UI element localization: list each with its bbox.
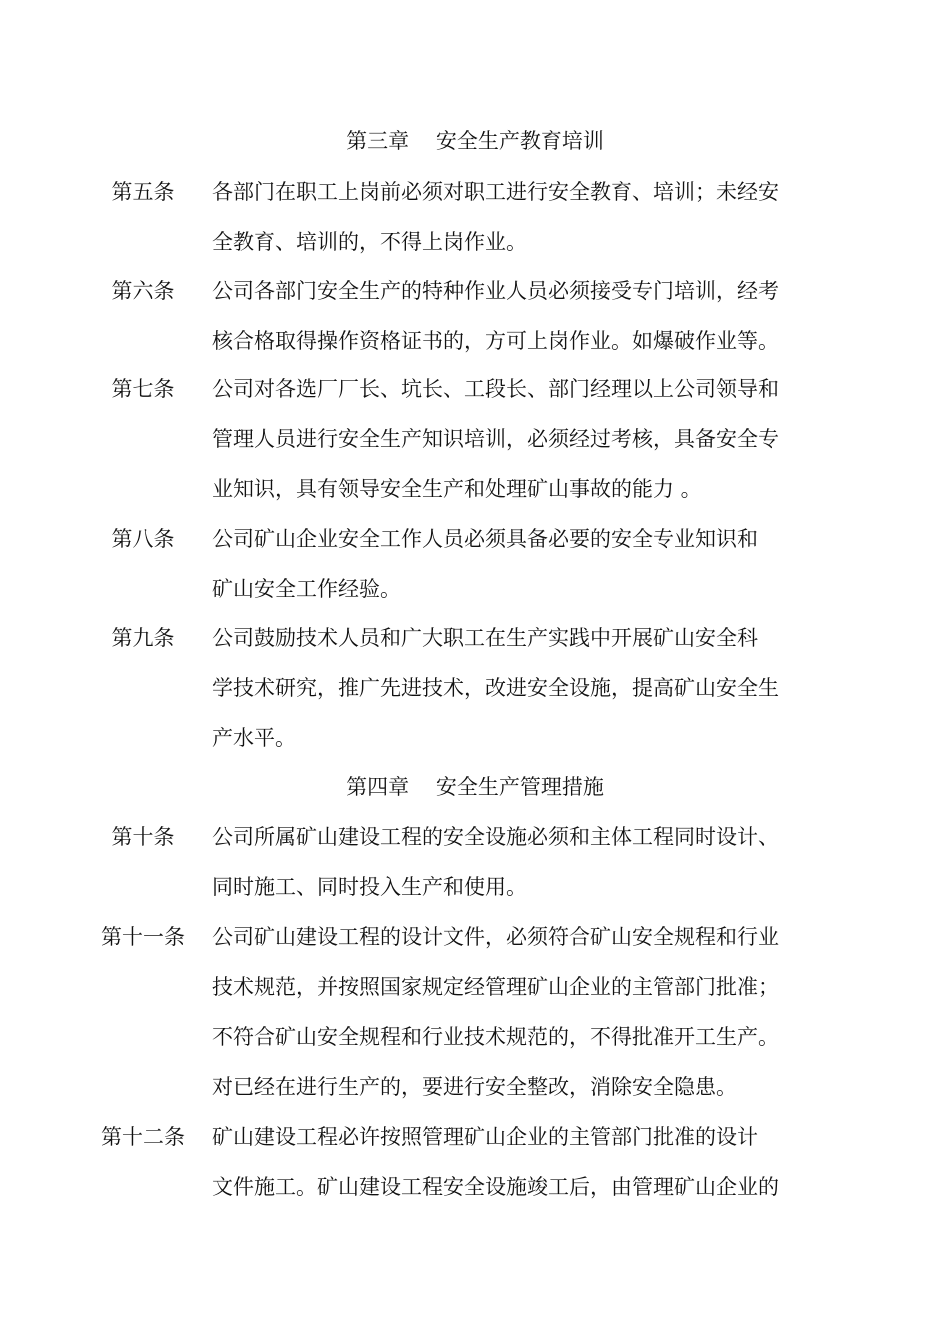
- article-number: 第八条: [111, 527, 175, 551]
- chapter-heading: 第三章 安全生产教育培训: [346, 129, 604, 153]
- article-number: 第十一条: [101, 925, 185, 949]
- article-text-line: 学技术研究，推广先进技术，改进安全设施，提高矿山安全生: [212, 676, 779, 700]
- article-text-line: 对已经在进行生产的，要进行安全整改，消除安全隐患。: [212, 1075, 737, 1099]
- article-number: 第五条: [111, 180, 175, 204]
- article-text-line: 业知识，具有领导安全生产和处理矿山事故的能力 。: [212, 477, 702, 501]
- article-number: 第六条: [111, 279, 175, 303]
- article-number: 第十条: [111, 825, 175, 849]
- article-text-line: 核合格取得操作资格证书的，方可上岗作业。如爆破作业等。: [212, 329, 779, 353]
- article-text-line: 矿山安全工作经验。: [212, 577, 401, 601]
- article-text-line: 公司各部门安全生产的特种作业人员必须接受专门培训，经考: [212, 279, 779, 303]
- article-text-line: 同时施工、同时投入生产和使用。: [212, 875, 527, 899]
- article-number: 第九条: [111, 626, 175, 650]
- article-text-line: 不符合矿山安全规程和行业技术规范的，不得批准开工生产。: [212, 1025, 779, 1049]
- article-text-line: 各部门在职工上岗前必须对职工进行安全教育、培训；未经安: [212, 180, 779, 204]
- article-number: 第十二条: [101, 1125, 185, 1149]
- article-text-line: 公司所属矿山建设工程的安全设施必须和主体工程同时设计、: [212, 825, 779, 849]
- article-text-line: 全教育、培训的，不得上岗作业。: [212, 230, 527, 254]
- article-text-line: 公司矿山企业安全工作人员必须具备必要的安全专业知识和: [212, 527, 758, 551]
- article-text-line: 矿山建设工程必许按照管理矿山企业的主管部门批准的设计: [212, 1125, 758, 1149]
- chapter-heading: 第四章 安全生产管理措施: [346, 775, 604, 799]
- article-number: 第七条: [111, 377, 175, 401]
- article-text-line: 公司矿山建设工程的设计文件，必须符合矿山安全规程和行业: [212, 925, 779, 949]
- article-text-line: 管理人员进行安全生产知识培训，必须经过考核，具备安全专: [212, 427, 779, 451]
- article-text-line: 公司鼓励技术人员和广大职工在生产实践中开展矿山安全科: [212, 626, 758, 650]
- article-text-line: 产水平。: [212, 726, 296, 750]
- article-text-line: 公司对各选厂厂长、坑长、工段长、部门经理以上公司领导和: [212, 377, 779, 401]
- article-text-line: 技术规范，并按照国家规定经管理矿山企业的主管部门批准；: [212, 975, 779, 999]
- article-text-line: 文件施工。矿山建设工程安全设施竣工后，由管理矿山企业的: [212, 1175, 779, 1199]
